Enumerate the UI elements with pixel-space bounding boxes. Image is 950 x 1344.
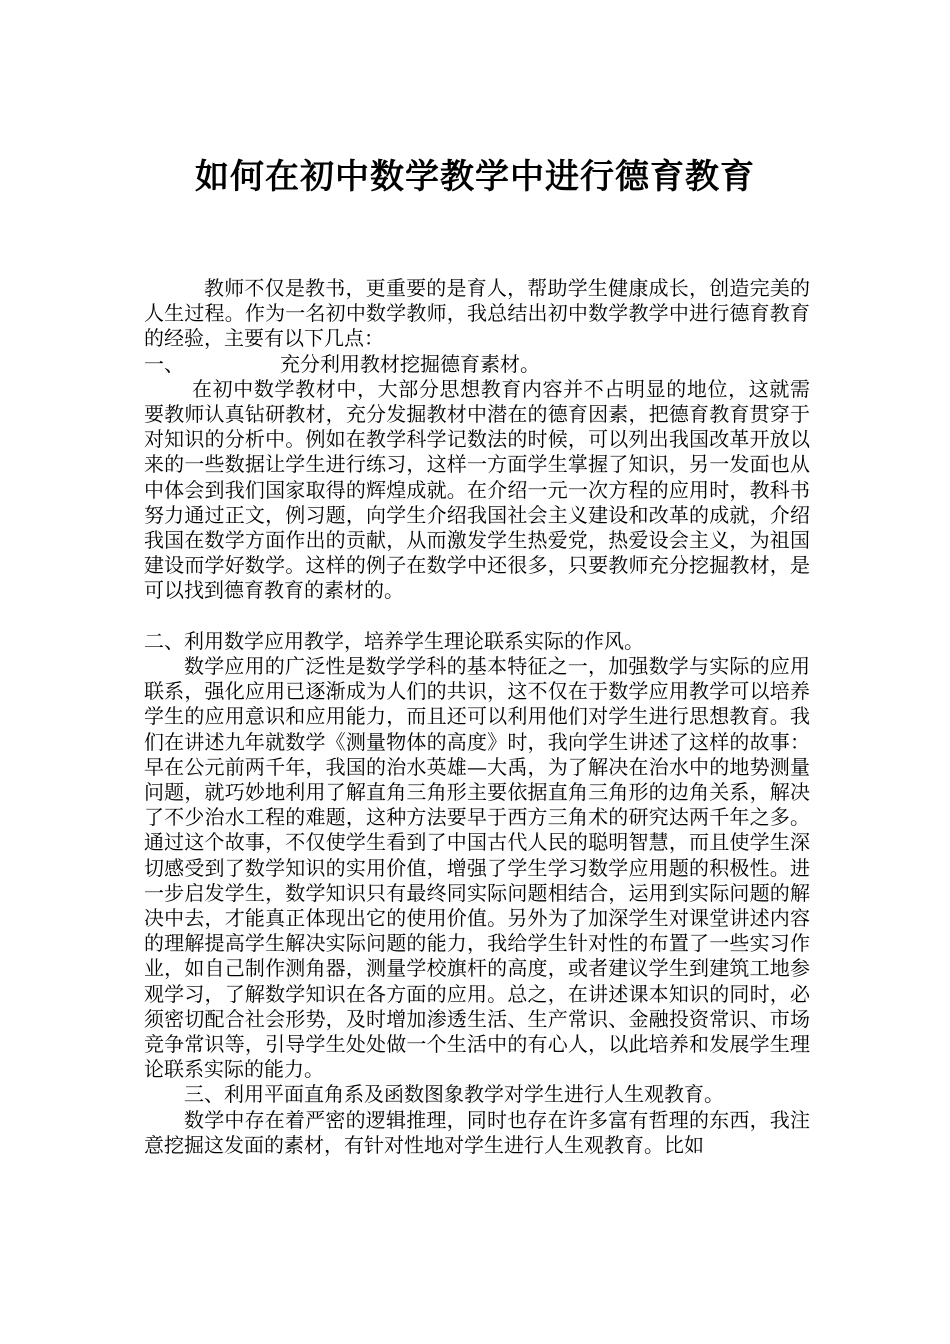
section-1-heading: [144, 352, 810, 377]
document-title: 如何在初中数学教学中进行德育教育: [195, 157, 755, 197]
section-3-heading: 三、利用平面直角系及函数图象教学对学生进行人生观教育。: [184, 1082, 724, 1107]
section-3-body: 数学中存在着严密的逻辑推理，同时也存在许多富有哲理的东西，我注意挖掘这发面的素材，有针对性地对学生进行人生观教育。比如: [144, 1107, 810, 1157]
section-1-body: 在初中数学教材中，大部分思想教育内容并不占明显的地位，这就需要教师认真钻研教材，充分发掘教材中潜在的德育因素，把德育教育贯穿于对知识的分析中。例如在教学科学记数法的时候，可以列出我国改革开放以来的一些数据让学生进行练习，这样一方面学生掌握了知识，另一发面也从中体会到我们国家取得的辉煌成就。在介绍一元一次方程的应用时，教科书努力通过正文，例习题，向学生介绍我国社会主义建设和改革的成就，介绍我国在数学方面作出的贡献，从而激发学生热爱党，热爱设会主义，为祖国建设而学好数学。这样的例子在数学中还很多，只要教师充分挖掘教材，是可以找到德育教育的素材的。: [144, 376, 810, 603]
section-2-body: 数学应用的广泛性是数学学科的基本特征之一，加强数学与实际的应用联系，强化应用已逐渐成为人们的共识，这不仅在于数学应用教学可以培养学生的应用意识和应用能力，而且还可以利用他们对学生进行思想教育。我们在讲述九年就数学《测量物体的高度》时，我向学生讲述了这样的故事：早在公元前两千年，我国的治水英雄—大禹，为了解决在治水中的地势测量问题，就巧妙地利用了解直角三角形主要依据直角三角形的边角关系，解决了不少治水工程的难题，这种方法要早于西方三角术的研究达两千年之多。通过这个故事，不仅使学生看到了中国古代人民的聪明智慧，而且使学生深切感受到了数学知识的实用价值，增强了学生学习数学应用题的积极性。进一步启发学生，数学知识只有最终同实际问题相结合，运用到实际问题的解决中去，才能真正体现出它的使用价值。另外为了加深学生对课堂讲述内容的理解提高学生解决实际问题的能力，我给学生针对性的布置了一些实习作业，如自己制作测角器，测量学校旗杆的高度，或者建议学生到建筑工地参观学习，了解数学知识在各方面的应用。总之，在讲述课本知识的同时，必须密切配合社会形势，及时增加渗透生活、生产常识、金融投资常识、市场竞争常识等，引导学生处处做一个生活中的有心人，以此培养和发展学生理论联系实际的能力。: [144, 654, 810, 1082]
section-2-heading: 二、利用数学应用教学，培养学生理论联系实际的作风。: [144, 628, 644, 653]
intro-paragraph: 教师不仅是教书，更重要的是育人，帮助学生健康成长，创造完美的人生过程。作为一名初中数学教师，我总结出初中数学教学中进行德育教育的经验，主要有以下几点：: [144, 276, 810, 351]
section-1-heading-text: 充分利用教材挖掘德育素材。: [280, 351, 540, 376]
document-body: [144, 276, 810, 1158]
section-1-number: 一、: [144, 351, 184, 376]
paragraph-gap: [144, 604, 810, 629]
